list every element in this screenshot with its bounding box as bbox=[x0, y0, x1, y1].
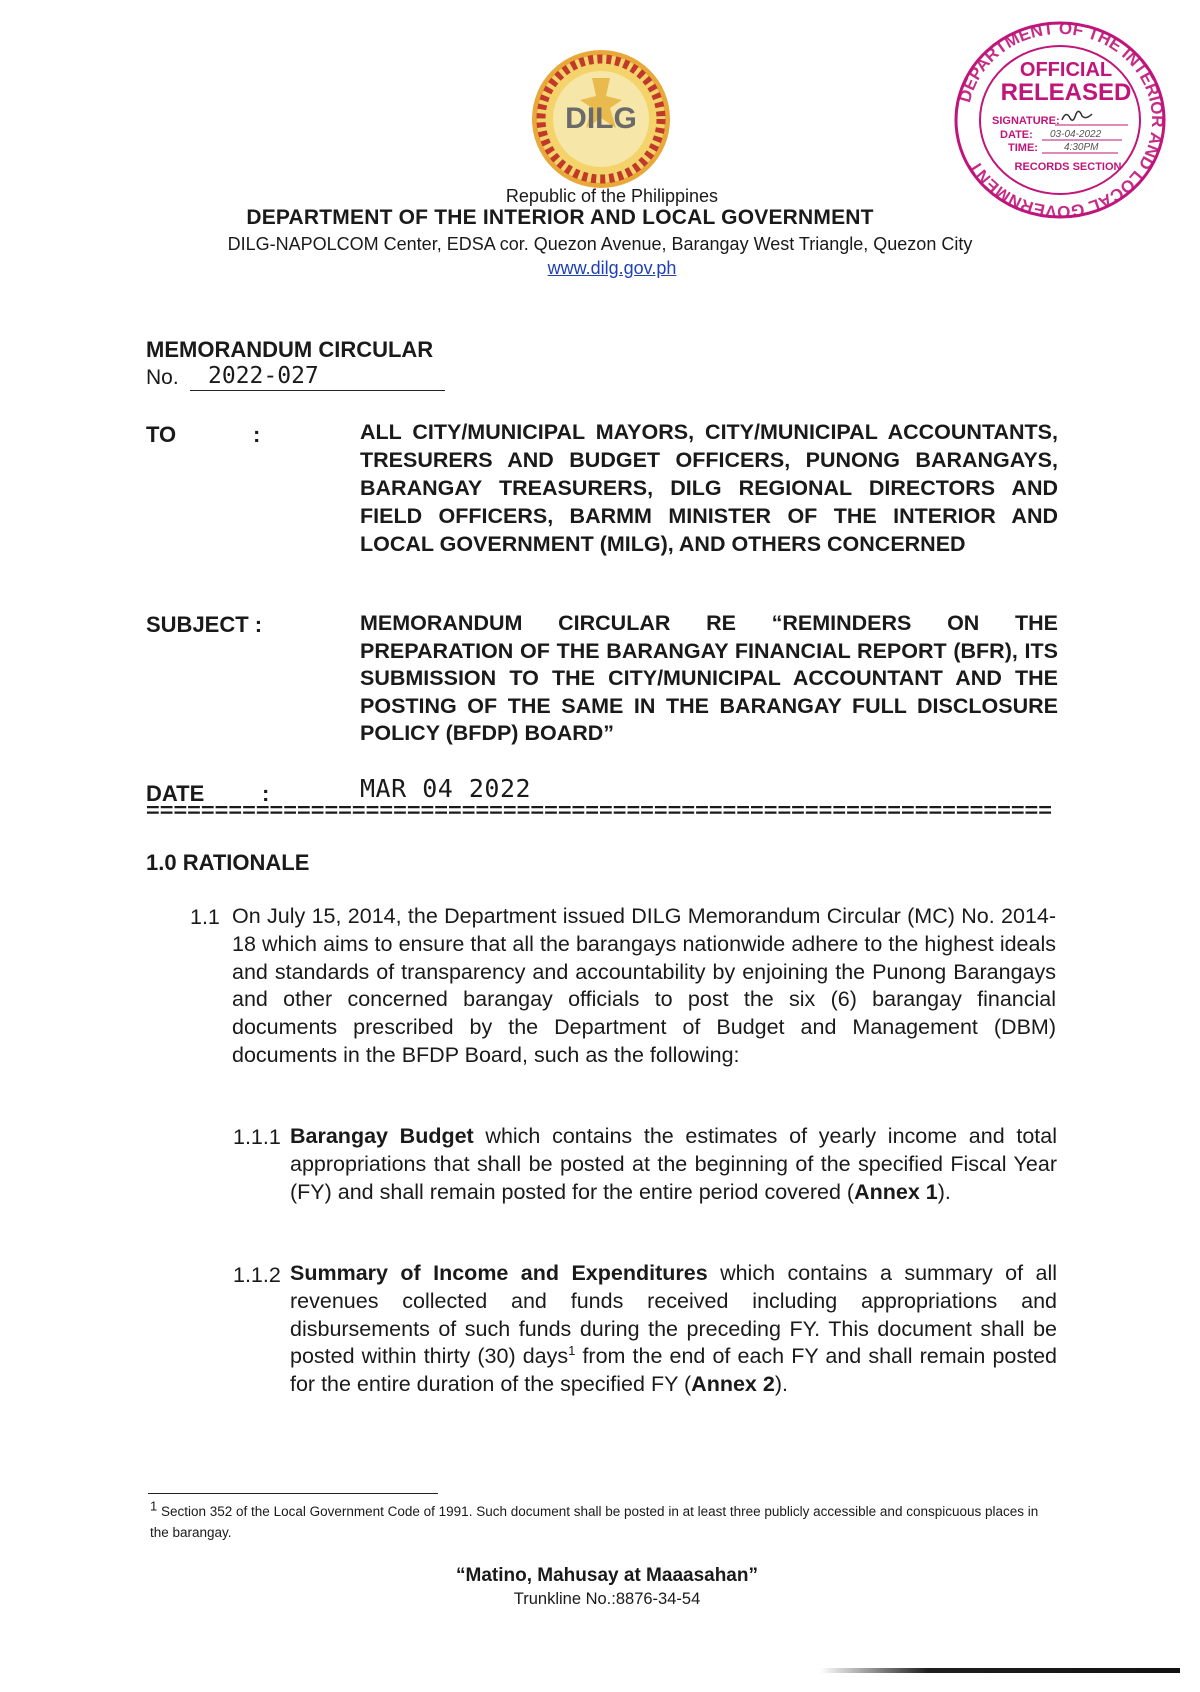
stamp-signature-label: SIGNATURE: bbox=[992, 115, 1060, 127]
subject-text: MEMORANDUM CIRCULAR RE “REMINDERS ON THE PREPARATION OF THE BARANGAY FINANCIAL REPORT (BFR), ITS SUBMISSION TO THE CITY/MUNICIPAL ACCOUNTANT AND THE POSTING OF THE SAME IN THE BARANGAY FULL DISCLOSURE POLICY (BFDP) BOARD” bbox=[360, 611, 1058, 745]
footnote-marker: 1 bbox=[150, 1498, 158, 1514]
memo-no-label: No. bbox=[146, 366, 179, 389]
rationale-heading: 1.0 RATIONALE bbox=[146, 850, 310, 875]
svg-text:==============================: ================================================================== bbox=[146, 805, 1052, 817]
annex-2-ref: Annex 2 bbox=[691, 1372, 775, 1397]
scan-edge-mark bbox=[820, 1668, 1180, 1673]
memo-no-value: 2022-027 bbox=[190, 363, 445, 391]
footnote-rule bbox=[148, 1493, 438, 1494]
logo-text: DILG bbox=[565, 102, 637, 135]
stamp-time-label: TIME: bbox=[1008, 142, 1038, 154]
footnote-text: Section 352 of the Local Government Code of 1991. Such document shall be posted in at least three publicly accessible and conspicuous places in the barangay. bbox=[150, 1504, 1039, 1540]
para-1-1-number: 1.1 bbox=[190, 905, 220, 929]
date-value: MAR 04 2022 bbox=[360, 774, 532, 803]
footer-trunkline: Trunkline No.:8876-34-54 bbox=[513, 1590, 701, 1608]
dilg-logo bbox=[530, 48, 672, 190]
stamp-date-label: DATE: bbox=[1000, 129, 1033, 141]
para-1-1-2-body-b: from the end of each FY and shall remain posted for the entire duration of the specified FY ( bbox=[290, 1344, 1057, 1397]
stamp-records: RECORDS SECTION bbox=[1014, 161, 1122, 173]
para-1-1-text: On July 15, 2014, the Department issued DILG Memorandum Circular (MC) No. 2014-18 which aims to ensure that all the barangays nationwide adhere to the highest ideals and standards of transparency and accountability by enjoining the Punong Barangays and other concerned barangay officials to post the six (6) barangay financial documents prescribed by the Department of Budget and Management (DBM) documents in the BFDP Board, such as the following: bbox=[232, 904, 1056, 1067]
annex-1-ref: Annex 1 bbox=[854, 1179, 938, 1204]
stamp-official: OFFICIAL bbox=[1019, 59, 1113, 81]
footnote bbox=[150, 1498, 1055, 1543]
stamp-released: RELEASED bbox=[1000, 79, 1132, 106]
para-1-1-1-body: which contains the estimates of yearly income and total appropriations that shall be posted at the beginning of the specified Fiscal Year (FY) and shall remain posted for the entire period covered ( bbox=[290, 1124, 1057, 1204]
para-1-1-1-text bbox=[290, 1123, 1057, 1206]
header-website-link[interactable]: www.dilg.gov.ph bbox=[547, 258, 677, 278]
term-barangay-budget: Barangay Budget bbox=[290, 1124, 474, 1148]
date-colon: : bbox=[262, 781, 270, 806]
separator-line bbox=[146, 805, 1052, 817]
footnote-ref-1[interactable]: 1 bbox=[568, 1343, 576, 1359]
stamp-ring-text: DEPARTMENT OF THE INTERIOR AND LOCAL GOVERNMENT bbox=[955, 20, 1168, 220]
date-label: DATE bbox=[146, 781, 205, 806]
para-1-1-2-text bbox=[290, 1260, 1057, 1399]
to-label: TO bbox=[146, 422, 177, 447]
to-colon: : bbox=[253, 422, 261, 447]
stamp-signature-mark bbox=[1062, 111, 1092, 120]
to-recipients: ALL CITY/MUNICIPAL MAYORS, CITY/MUNICIPAL ACCOUNTANTS, TRESURERS AND BUDGET OFFICERS, PUNONG BARANGAYS, BARANGAY TREASURERS, DILG REGIONAL DIRECTORS AND FIELD OFFICERS, BARMM MINISTER OF THE INTERIOR AND LOCAL GOVERNMENT (MILG), AND OTHERS CONCERNED bbox=[360, 420, 1058, 556]
stamp-time-value: 4:30PM bbox=[1064, 142, 1099, 153]
memo-title: MEMORANDUM CIRCULAR bbox=[146, 337, 434, 362]
para-1-1-1-number: 1.1.1 bbox=[233, 1125, 281, 1149]
footer-motto: “Matino, Mahusay at Maaasahan” bbox=[456, 1565, 758, 1586]
header-address: DILG-NAPOLCOM Center, EDSA cor. Quezon Avenue, Barangay West Triangle, Quezon City bbox=[227, 234, 973, 254]
stamp-date-value: 03-04-2022 bbox=[1050, 129, 1102, 140]
para-1-1-1-end: ). bbox=[937, 1179, 951, 1204]
header-department: DEPARTMENT OF THE INTERIOR AND LOCAL GOVERNMENT bbox=[246, 206, 874, 229]
header-republic: Republic of the Philippines bbox=[505, 186, 719, 206]
para-1-1-2-end: ). bbox=[774, 1372, 788, 1397]
para-1-1-2-body-a: which contains a summary of all revenues collected and funds received including appropriations and disbursements of such funds during the preceding FY. This document shall be posted within thirty (30) days bbox=[290, 1261, 1057, 1369]
para-1-1-2-number: 1.1.2 bbox=[233, 1263, 281, 1287]
subject-label: SUBJECT : bbox=[146, 612, 263, 637]
term-summary-income-expenditures: Summary of Income and Expenditures bbox=[290, 1261, 708, 1285]
